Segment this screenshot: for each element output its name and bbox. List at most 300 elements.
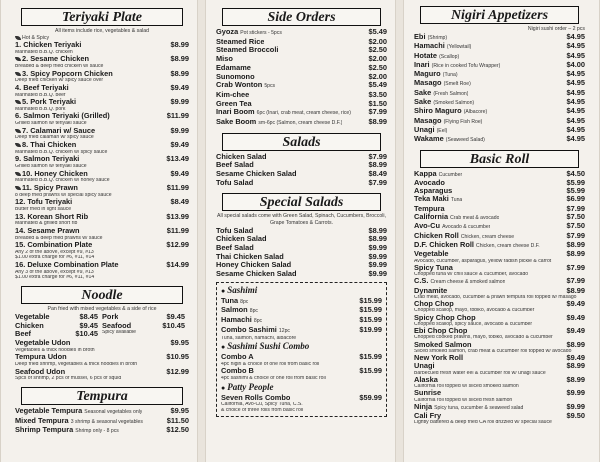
menu-item-price: $5.49 — [368, 27, 387, 36]
menu-item-label: Thai Chicken Salad — [216, 252, 284, 261]
menu-item-name — [216, 46, 278, 55]
menu-item-price: $15.99 — [359, 315, 382, 325]
menu-item-row — [216, 64, 387, 73]
menu-item-name: Vegetable — [15, 312, 50, 321]
menu-item-row — [414, 107, 585, 116]
nigiri-heading: Nigiri Appetizers — [420, 6, 579, 24]
menu-item-desc: Chopped tuna w/ chili sauce & cucumber, avocado — [414, 272, 529, 278]
menu-item-price: $9.49 — [170, 82, 189, 92]
menu-item-name — [15, 112, 110, 121]
menu-item-name — [414, 117, 482, 126]
menu-item-price: $5.99 — [566, 177, 585, 187]
menu-item-price: $9.99 — [368, 269, 387, 279]
menu-item-label: Asparagus — [414, 187, 453, 196]
menu-item-label: Hotate — [414, 51, 437, 60]
menu-item-label: 9. Salmon Teriyaki — [15, 155, 80, 164]
menu-item-label: New York Roll — [414, 354, 464, 363]
menu-item-label: 16. Deluxe Combination Plate — [15, 261, 119, 270]
menu-item-label: 5. Pork Teriyaki — [22, 98, 77, 107]
menu-item-inline-desc: sm-6pc (Salmon, cream cheese D.F.) — [258, 120, 343, 127]
menu-item-label: Miso — [216, 55, 233, 64]
menu-item-name — [414, 277, 505, 286]
menu-item-label: Maguro — [414, 70, 441, 79]
menu-item-price: $8.99 — [170, 54, 189, 64]
hot-spicy-icon — [15, 36, 21, 40]
menu-item-name — [414, 264, 453, 272]
menu-item-row — [414, 70, 585, 79]
menu-item-price: $9.99 — [170, 125, 189, 135]
menu-item-name — [414, 170, 462, 179]
menu-item-name — [15, 417, 143, 427]
menu-item-label: Teka Maki — [414, 195, 449, 204]
menu-item-label: Wakame — [414, 135, 444, 144]
menu-item-name: Pork — [102, 312, 119, 321]
menu-item-row — [414, 300, 585, 308]
menu-item-label: Inari Boom — [216, 108, 255, 117]
menu-item-row — [414, 403, 585, 412]
menu-item-label: Chicken Salad — [216, 152, 267, 161]
menu-item-row — [216, 270, 387, 279]
menu-item-row — [414, 412, 585, 420]
menu-item-price: $10.45 — [162, 320, 185, 330]
noodle-list — [15, 339, 189, 382]
menu-item-name — [414, 327, 467, 335]
menu-item-price: $4.95 — [566, 32, 585, 41]
menu-item-row — [15, 353, 189, 362]
menu-item-desc: Marinated B.B.Q. beef — [15, 92, 66, 98]
menu-item-price: $10.95 — [166, 352, 189, 362]
menu-item-row — [15, 141, 189, 150]
menu-item-label: 1. Chicken Teriyaki — [15, 41, 82, 49]
noodle-note: Pan fried with mixed vegetables & a side of rice — [47, 305, 157, 312]
menu-item-row — [15, 184, 189, 193]
menu-item-label: Combo A — [221, 353, 254, 362]
menu-item-label: Salmon — [221, 306, 248, 315]
menu-item-desc: Deep fried chicken w/ spicy sauce over — [15, 78, 104, 84]
menu-item-row — [414, 187, 585, 195]
menu-item-label: Unagi — [414, 362, 435, 371]
menu-item-price: $9.49 — [566, 312, 585, 322]
menu-item-label: Ninja — [414, 402, 433, 411]
basic-roll-heading: Basic Roll — [420, 150, 579, 168]
menu-item-inline-desc: Crab meat & avocado — [450, 215, 500, 222]
menu-item-row — [15, 426, 189, 436]
menu-item-name — [414, 354, 463, 362]
menu-item-price: $8.49 — [368, 169, 387, 179]
menu-item-name — [221, 297, 248, 307]
menu-item-desc: Barbecued fresh water eel & cucumber roll w/ unagi sauce — [414, 370, 546, 376]
menu-item-inline-desc: Shrimp only - 8 pcs — [75, 428, 119, 435]
menu-item-label: Sesame Chicken Salad — [216, 170, 297, 179]
menu-panel-right — [403, 0, 600, 462]
menu-item-row — [15, 55, 189, 64]
menu-item-desc: California roll topped w/ sliced smoked salmon — [414, 384, 519, 390]
menu-item-inline-desc: 8pc — [249, 308, 258, 315]
menu-item-price: $5.49 — [368, 80, 387, 90]
patty-list — [221, 394, 382, 414]
menu-item-label: C.S. — [414, 277, 429, 286]
menu-item-name — [15, 339, 70, 348]
hot-spicy-icon — [15, 72, 21, 76]
menu-item-inline-desc: (Tuna) — [442, 72, 458, 79]
menu-item-name — [216, 227, 253, 236]
menu-item-label: Avo-Cu — [414, 222, 441, 231]
menu-item-desc: California, Avo-Cu, Spicy Tuna, C.S. — [221, 402, 303, 408]
menu-item-label: Masago — [414, 116, 442, 125]
menu-item-name — [15, 41, 81, 50]
menu-item-label: Smoked Salmon — [414, 340, 472, 349]
menu-item-price: $4.95 — [566, 124, 585, 134]
menu-item-name — [15, 241, 92, 250]
menu-item-name — [414, 222, 490, 231]
menu-item-label: Spicy Tuna — [414, 263, 453, 272]
menu-item-label: Vegetable Tempura — [15, 406, 83, 415]
menu-item-name — [414, 205, 445, 213]
menu-item-inline-desc: (Albacore) — [463, 109, 488, 116]
menu-item-price: $10.45 — [75, 329, 98, 339]
menu-item-name — [216, 64, 251, 73]
menu-item-price: $15.99 — [359, 305, 382, 315]
menu-item-label: Sunomono — [216, 72, 255, 81]
menu-item-price: $7.99 — [566, 203, 585, 213]
menu-item-inline-desc: Chicken, cream cheese D.F. — [476, 242, 540, 249]
menu-item-row — [221, 326, 382, 336]
menu-item-desc: $1.00 extra charge for #6, #11, #14 — [15, 255, 95, 261]
menu-item-row — [15, 70, 189, 79]
menu-item-desc: Breaded & deep fried prawns w/ sauce — [15, 235, 103, 241]
menu-item-price: $9.49 — [566, 326, 585, 336]
menu-item-name — [414, 232, 514, 241]
menu-item-desc: Marinated B.B.Q. pork — [15, 106, 66, 112]
menu-item-price: $8.99 — [170, 40, 189, 49]
menu-item-price: $15.99 — [359, 352, 382, 362]
menu-item-label: Kappa — [414, 169, 437, 178]
menu-item-inline-desc: 8pc — [253, 318, 263, 325]
menu-item-label: Shiro Maguro — [414, 107, 462, 116]
menu-item-name — [216, 55, 233, 64]
menu-item-desc: Tuna, salmon, hamachi, albacore — [221, 335, 297, 341]
menu-item-label: Vegetable Udon — [15, 339, 71, 348]
menu-item-label: 6. Salmon Teriyaki (Grilled) — [15, 112, 110, 121]
menu-item-name — [216, 73, 255, 82]
menu-item-price: $7.50 — [566, 212, 585, 222]
menu-item-label: Vegetable — [414, 250, 449, 259]
menu-item-row — [216, 55, 387, 64]
menu-item-row — [414, 222, 585, 231]
menu-item-row — [414, 362, 585, 370]
menu-item-price: $4.95 — [566, 115, 585, 125]
menu-item-label: Cali Fry — [414, 412, 442, 421]
menu-item-row — [216, 170, 387, 179]
menu-item-price: $15.99 — [359, 366, 382, 376]
menu-item-name — [414, 89, 468, 98]
menu-item-name — [216, 261, 291, 270]
menu-item-label: Hamachi — [414, 42, 445, 51]
nigiri-note: Nigiri sushi order – 2 pcs — [527, 26, 585, 32]
menu-item-name — [221, 316, 262, 326]
noodle-grid — [15, 313, 189, 339]
menu-item-label: 8. Thai Chicken — [22, 141, 77, 150]
menu-item-desc: 4pc sashimi & choice of one roll from basic roll — [221, 376, 326, 382]
menu-item-name: Seafood — [102, 321, 132, 330]
menu-item-name — [216, 91, 249, 100]
menu-item-label: Combo Sashimi — [221, 325, 277, 334]
menu-item-label: 2. Sesame Chicken — [22, 55, 89, 64]
menu-item-row — [414, 195, 585, 204]
menu-item-row — [414, 52, 585, 61]
menu-item-inline-desc: (Scallop) — [439, 53, 460, 60]
menu-item-desc: Chopped scallop, mayo, tobiko, avocado & cucumber — [414, 308, 535, 314]
menu-item-row — [216, 253, 387, 262]
menu-item-row — [414, 213, 585, 222]
side-orders-list — [216, 28, 387, 128]
menu-item-price: $8.99 — [170, 68, 189, 78]
menu-item-inline-desc: Cream cheese & smoked salmon — [430, 279, 506, 286]
menu-item-price: $8.49 — [170, 197, 189, 207]
menu-item-inline-desc: 5pcs — [264, 83, 276, 90]
menu-item-name — [216, 81, 275, 91]
menu-item-inline-desc: Avocado & cucumber — [442, 224, 491, 231]
menu-item-name — [15, 213, 88, 222]
menu-item-label: Seven Rolls Combo — [221, 393, 291, 402]
menu-item-label: 15. Combination Plate — [15, 241, 93, 250]
menu-item-row — [414, 264, 585, 272]
menu-item-name — [216, 170, 297, 179]
menu-item-inline-desc: Chicken, cream cheese — [460, 233, 515, 240]
menu-item-price: $11.99 — [166, 182, 189, 192]
menu-item-name — [216, 270, 297, 279]
bullet-icon: ● — [221, 343, 226, 352]
menu-item-price: $4.50 — [566, 168, 585, 178]
menu-item-row — [15, 227, 189, 236]
menu-item-label: Sesame Chicken Salad — [216, 270, 297, 279]
menu-item-desc: Chopped cooked prawns, mayo, tobiko, avocado & cucumber — [414, 335, 553, 341]
menu-item-price: $2.50 — [368, 62, 387, 72]
menu-item-row — [15, 127, 189, 136]
menu-item-name — [414, 70, 458, 79]
menu-item-name — [216, 153, 267, 162]
menu-item-label: Tempura — [414, 204, 445, 213]
menu-item-row — [414, 232, 585, 241]
menu-item-row — [414, 314, 585, 322]
basic-roll-list — [414, 170, 585, 426]
menu-item-row — [216, 108, 387, 118]
menu-item-desc: & choice of three rolls from basic roll — [221, 408, 304, 414]
menu-item-row — [414, 117, 585, 126]
menu-item-price: $4.95 — [566, 97, 585, 107]
menu-item-price: $9.99 — [368, 260, 387, 270]
menu-item-inline-desc: (Seaweed Salad) — [445, 137, 485, 144]
menu-item-row — [221, 306, 382, 316]
menu-item-name — [216, 235, 267, 244]
salads-heading: Salads — [222, 133, 381, 151]
menu-item-price: $4.95 — [566, 87, 585, 97]
menu-item-name — [221, 353, 254, 362]
menu-item-desc: Spcs of shrimp, 2 pcs of mussel, 6 pcs of squid — [15, 376, 122, 382]
menu-item-price: $4.95 — [566, 41, 585, 51]
menu-item-name — [414, 241, 540, 250]
menu-item-label: Masago — [414, 79, 442, 88]
menu-item-label: Unagi — [414, 125, 435, 134]
menu-item-price: $8.99 — [566, 339, 585, 349]
menu-item-desc: Any 3 of the above, except #9, #13 — [15, 269, 94, 275]
menu-item-label: 14. Sesame Prawn — [15, 226, 80, 235]
menu-item-desc: Butter fried in light sauce — [15, 206, 72, 212]
menu-item-price: $9.49 — [170, 168, 189, 178]
menu-item-price: $8.99 — [566, 239, 585, 249]
menu-item-row — [216, 91, 387, 100]
sashimi-box — [216, 282, 387, 417]
menu-item-row — [414, 205, 585, 213]
menu-item-label: Ebi Chop Chop — [414, 327, 468, 336]
sashimi-list — [221, 297, 382, 341]
menu-item-inline-desc: (Flying Fish Roe) — [443, 118, 483, 125]
menu-item-name: Chicken — [15, 321, 44, 330]
menu-item-desc: Marinated & grilled short rib — [15, 221, 78, 227]
menu-item-row — [414, 61, 585, 70]
menu-item-price: $9.50 — [566, 411, 585, 421]
menu-item-price: $8.99 — [566, 249, 585, 259]
menu-item-name — [221, 394, 290, 403]
hot-spicy-icon — [15, 172, 21, 176]
side-orders-heading: Side Orders — [222, 8, 381, 26]
special-salads-note: All special salads come with Green Salad, Spinach, Cucumbers, Broccoli, Grape Tomatoes & Carrots. — [217, 212, 386, 226]
menu-item-label: Beef Salad — [216, 161, 254, 170]
menu-item-price: $11.99 — [166, 225, 189, 235]
menu-item-name — [414, 341, 472, 349]
menu-item-price: $7.99 — [368, 177, 387, 187]
menu-item-name — [414, 107, 487, 116]
menu-item-price: $8.99 — [566, 361, 585, 371]
menu-item-desc: Any 2 of the above, except #9, #13 — [15, 249, 94, 255]
menu-item-label: Tofu Salad — [216, 226, 254, 235]
menu-item-price: $4.95 — [566, 78, 585, 88]
menu-item-desc: California roll topped w/ sliced fresh salmon — [414, 397, 513, 403]
menu-item-label: Kim-chee — [216, 90, 250, 99]
menu-item-price: $2.00 — [368, 36, 387, 46]
menu-item-inline-desc: Cucumber — [438, 171, 463, 178]
menu-item-price: $9.95 — [170, 338, 189, 348]
menu-item-name — [216, 161, 254, 170]
teriyaki-note: All items include rice, vegetables & salad — [55, 28, 149, 34]
menu-item-row — [15, 261, 189, 270]
menu-item-name — [15, 261, 119, 270]
menu-item-name — [414, 61, 500, 70]
menu-item-row — [216, 100, 387, 109]
menu-item-label: Mixed Tempura — [15, 416, 69, 425]
menu-item-row — [414, 241, 585, 250]
menu-item-inline-desc: (Smoked Salmon) — [433, 100, 475, 107]
menu-item-price: $8.99 — [368, 160, 387, 170]
menu-item-name — [216, 244, 254, 253]
menu-item-price: $8.99 — [566, 374, 585, 384]
menu-item-name — [15, 84, 69, 93]
menu-item-price: $6.99 — [566, 194, 585, 204]
menu-item-row — [414, 327, 585, 335]
menu-item-row — [15, 155, 189, 164]
menu-item-label: California — [414, 213, 449, 222]
menu-item-name — [414, 314, 476, 322]
menu-item-row — [15, 241, 189, 250]
menu-item-row — [216, 81, 387, 91]
menu-item-name — [15, 227, 80, 236]
menu-item-label: Steamed Rice — [216, 37, 265, 46]
menu-item-row — [414, 170, 585, 179]
menu-item-price: $9.45 — [166, 311, 185, 321]
menu-panel-left — [0, 0, 198, 462]
teriyaki-heading: Teriyaki Plate — [21, 8, 183, 26]
menu-item-label: Dynamite — [414, 286, 448, 295]
menu-item-name — [221, 326, 290, 336]
menu-item-name: Beef — [15, 330, 32, 339]
noodle-grid-cell — [102, 322, 189, 331]
menu-item-desc: 8 deep fried prawns w/ special spicy sauce — [15, 192, 112, 198]
salads-list — [216, 153, 387, 188]
menu-item-row — [221, 297, 382, 307]
menu-item-row — [414, 42, 585, 51]
menu-item-price: $19.99 — [359, 324, 382, 334]
menu-item-inline-desc: Spicy tuna, cucumber & seaweed salad — [434, 404, 524, 411]
menu-item-label: Tofu Salad — [216, 178, 254, 187]
menu-item-name — [15, 127, 95, 136]
menu-item-price: $59.99 — [359, 392, 382, 402]
hot-spicy-icon — [15, 143, 21, 147]
menu-item-label: Steamed Broccoli — [216, 46, 279, 55]
menu-item-name — [414, 250, 449, 258]
menu-item-desc: Spicy available — [102, 330, 136, 336]
menu-item-price: $8.45 — [79, 311, 98, 321]
menu-item-inline-desc: Pot stickers - 5pcs — [240, 30, 282, 36]
menu-item-price: $4.95 — [566, 50, 585, 60]
menu-item-desc: Avocado, cucumber, asparagus, yellow radish pickle & carrot — [414, 258, 552, 264]
menu-item-price: $1.50 — [368, 98, 387, 108]
menu-item-row — [414, 376, 585, 384]
menu-item-price: $9.45 — [79, 320, 98, 330]
menu-item-label: Tempura Udon — [15, 353, 67, 362]
menu-item-name — [414, 300, 454, 308]
menu-item-price: $2.50 — [368, 45, 387, 55]
menu-item-name — [414, 287, 447, 295]
menu-item-label: Spicy Chop Chop — [414, 313, 476, 322]
menu-item-name — [216, 38, 264, 47]
menu-item-name — [221, 306, 258, 316]
menu-item-row — [221, 367, 382, 376]
menu-item-price: $4.95 — [566, 106, 585, 116]
menu-item-name — [216, 179, 253, 188]
menu-item-name — [216, 100, 252, 109]
menu-item-price: $7.99 — [368, 151, 387, 161]
menu-item-price: $9.49 — [566, 353, 585, 363]
menu-item-name — [15, 353, 67, 362]
menu-item-row — [414, 250, 585, 258]
menu-item-row — [221, 394, 382, 403]
menu-item-row — [216, 73, 387, 82]
menu-item-price: $9.99 — [566, 388, 585, 398]
menu-item-name — [15, 198, 72, 207]
menu-item-name — [414, 389, 441, 397]
menu-item-inline-desc: (Shrimp) — [427, 35, 448, 41]
menu-item-label: Chop Chop — [414, 300, 454, 309]
menu-item-price: $12.50 — [166, 425, 189, 435]
menu-item-row — [15, 407, 189, 417]
menu-item-label: Honey Chicken Salad — [216, 261, 292, 270]
menu-item-desc: Breaded & deep fried chicken w/ sauce — [15, 64, 104, 69]
menu-item-desc: Chopped scallop, spicy sauce, avocado & cucumber — [414, 321, 533, 327]
nigiri-list — [414, 33, 585, 145]
menu-item-inline-desc: (Yellowtail) — [446, 44, 472, 51]
menu-item-desc: Deep fried calamari w/ spicy sauce — [15, 135, 94, 141]
menu-item-desc: Grilled salmon w/ teriyaki sauce — [15, 164, 87, 170]
